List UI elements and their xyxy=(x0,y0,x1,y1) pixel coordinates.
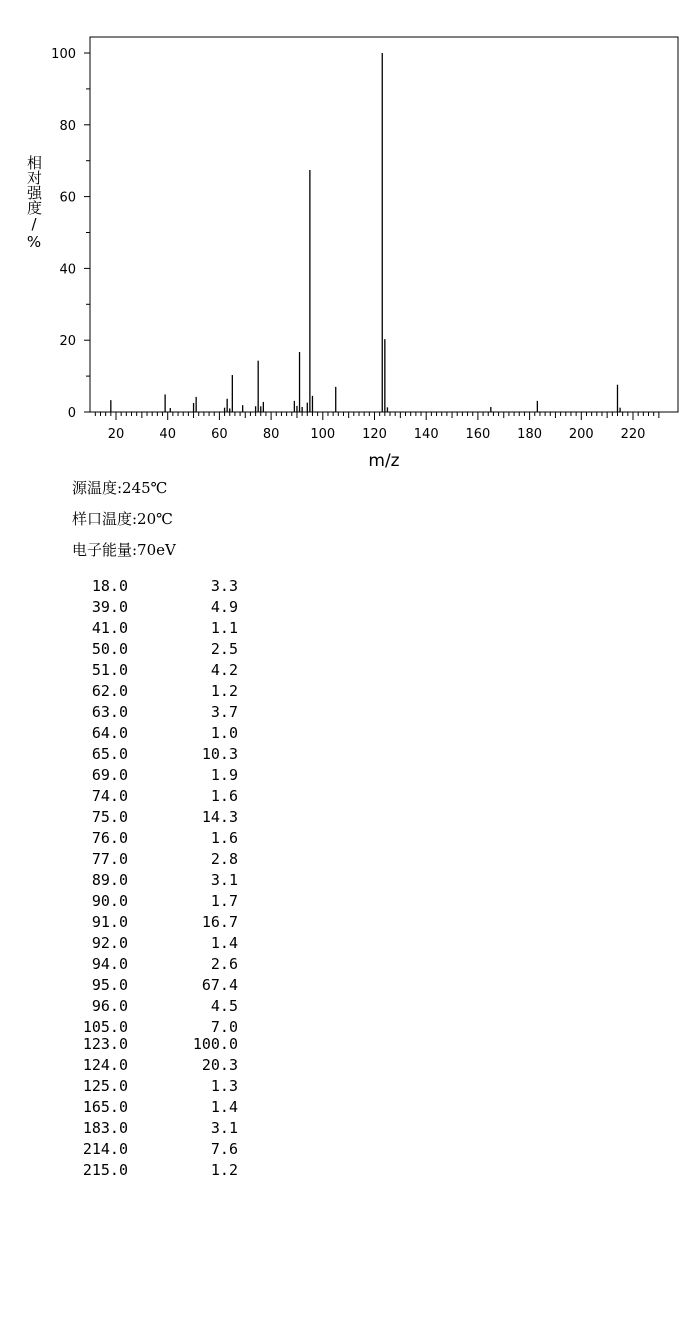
peak-mz: 65.0 xyxy=(91,745,128,763)
y-tick-label: 40 xyxy=(59,262,76,278)
peak-abundance: 3.7 xyxy=(210,703,238,721)
peak-abundance: 1.3 xyxy=(210,1077,238,1095)
x-tick-label: 140 xyxy=(413,427,439,442)
y-tick-label: 60 xyxy=(59,190,76,206)
peak-abundance: 1.4 xyxy=(210,1098,238,1116)
x-tick-label: 80 xyxy=(262,427,280,442)
peak-mz: 123.0 xyxy=(82,1035,128,1053)
source-temperature: 源温度:245℃ xyxy=(72,479,168,497)
y-tick-label: 20 xyxy=(59,334,76,350)
peak-mz: 125.0 xyxy=(82,1077,128,1095)
x-tick-label: 120 xyxy=(362,427,387,442)
peak-abundance: 100.0 xyxy=(192,1035,238,1053)
peak-mz: 183.0 xyxy=(82,1119,128,1137)
peak-mz: 18.0 xyxy=(91,577,128,595)
peak-abundance: 20.3 xyxy=(201,1056,238,1074)
peak-abundance: 1.1 xyxy=(210,619,238,637)
peak-abundance: 3.3 xyxy=(210,577,238,595)
acquisition-conditions xyxy=(72,476,176,569)
x-axis-label: m/z xyxy=(368,451,400,471)
peak-mz: 105.0 xyxy=(82,1018,128,1036)
peak-mz: 94.0 xyxy=(91,955,128,973)
x-tick-label: 20 xyxy=(107,427,125,442)
peak-mz: 91.0 xyxy=(91,913,128,931)
y-tick-label: 80 xyxy=(59,118,76,134)
peak-abundance: 3.1 xyxy=(210,871,238,889)
y-tick-label: 0 xyxy=(67,406,76,421)
peak-mz: 63.0 xyxy=(91,703,128,721)
peak-mz: 41.0 xyxy=(91,619,128,637)
x-tick-label: 220 xyxy=(620,427,646,442)
peak-abundance: 16.7 xyxy=(201,913,238,931)
peak-abundance: 1.9 xyxy=(210,766,238,784)
peak-mz: 76.0 xyxy=(91,829,128,847)
peak-abundance: 1.2 xyxy=(210,1161,238,1179)
y-axis-label: 相对强度/% xyxy=(25,155,43,251)
peak-mz: 50.0 xyxy=(91,640,128,658)
peak-bars xyxy=(111,53,620,412)
peak-abundance: 7.0 xyxy=(210,1018,238,1036)
peak-abundance: 1.2 xyxy=(210,682,238,700)
peak-abundance: 10.3 xyxy=(201,745,238,763)
peak-mz: 96.0 xyxy=(91,997,128,1015)
peak-mz: 62.0 xyxy=(91,682,128,700)
x-tick-label: 100 xyxy=(310,427,336,442)
peak-mz: 124.0 xyxy=(82,1056,128,1074)
x-tick-label: 160 xyxy=(465,427,491,442)
peak-mz: 39.0 xyxy=(91,598,128,616)
mass-spectrum-chart xyxy=(0,0,694,475)
sample-temperature: 样口温度:20℃ xyxy=(72,510,173,528)
peak-mz: 90.0 xyxy=(91,892,128,910)
peak-abundance: 1.4 xyxy=(210,934,238,952)
peak-mz: 89.0 xyxy=(91,871,128,889)
y-axis xyxy=(51,47,90,421)
peak-abundance: 2.8 xyxy=(210,850,238,868)
electron-energy: 电子能量:70eV xyxy=(72,541,176,559)
peak-mz: 95.0 xyxy=(91,976,128,994)
peak-mz: 92.0 xyxy=(91,934,128,952)
x-tick-label: 40 xyxy=(159,427,176,442)
x-axis xyxy=(95,412,659,442)
peak-abundance: 4.9 xyxy=(210,598,238,616)
peak-mz: 51.0 xyxy=(91,661,128,679)
peak-abundance: 1.6 xyxy=(210,829,238,847)
peak-mz: 165.0 xyxy=(82,1098,128,1116)
peak-mz: 69.0 xyxy=(91,766,128,784)
peak-abundance: 1.0 xyxy=(210,724,238,742)
peak-abundance: 2.5 xyxy=(210,640,238,658)
peak-abundance: 3.1 xyxy=(210,1119,238,1137)
x-tick-label: 200 xyxy=(568,427,594,442)
peak-mz: 74.0 xyxy=(91,787,128,805)
x-tick-label: 60 xyxy=(211,427,228,442)
peak-mz: 215.0 xyxy=(82,1161,128,1179)
peak-abundance: 4.2 xyxy=(210,661,238,679)
plot-frame xyxy=(90,37,678,412)
peak-abundance: 2.6 xyxy=(210,955,238,973)
peak-mz: 214.0 xyxy=(82,1140,128,1158)
peak-abundance: 1.6 xyxy=(210,787,238,805)
peak-mz: 64.0 xyxy=(91,724,128,742)
peak-mz: 77.0 xyxy=(91,850,128,868)
peak-mz: 75.0 xyxy=(91,808,128,826)
x-tick-label: 180 xyxy=(517,427,543,442)
peak-abundance: 7.6 xyxy=(210,1140,238,1158)
peak-abundance: 4.5 xyxy=(210,997,238,1015)
peak-abundance: 1.7 xyxy=(210,892,238,910)
peak-abundance: 14.3 xyxy=(201,808,238,826)
y-tick-label: 100 xyxy=(51,47,76,62)
peak-abundance: 67.4 xyxy=(201,976,238,994)
